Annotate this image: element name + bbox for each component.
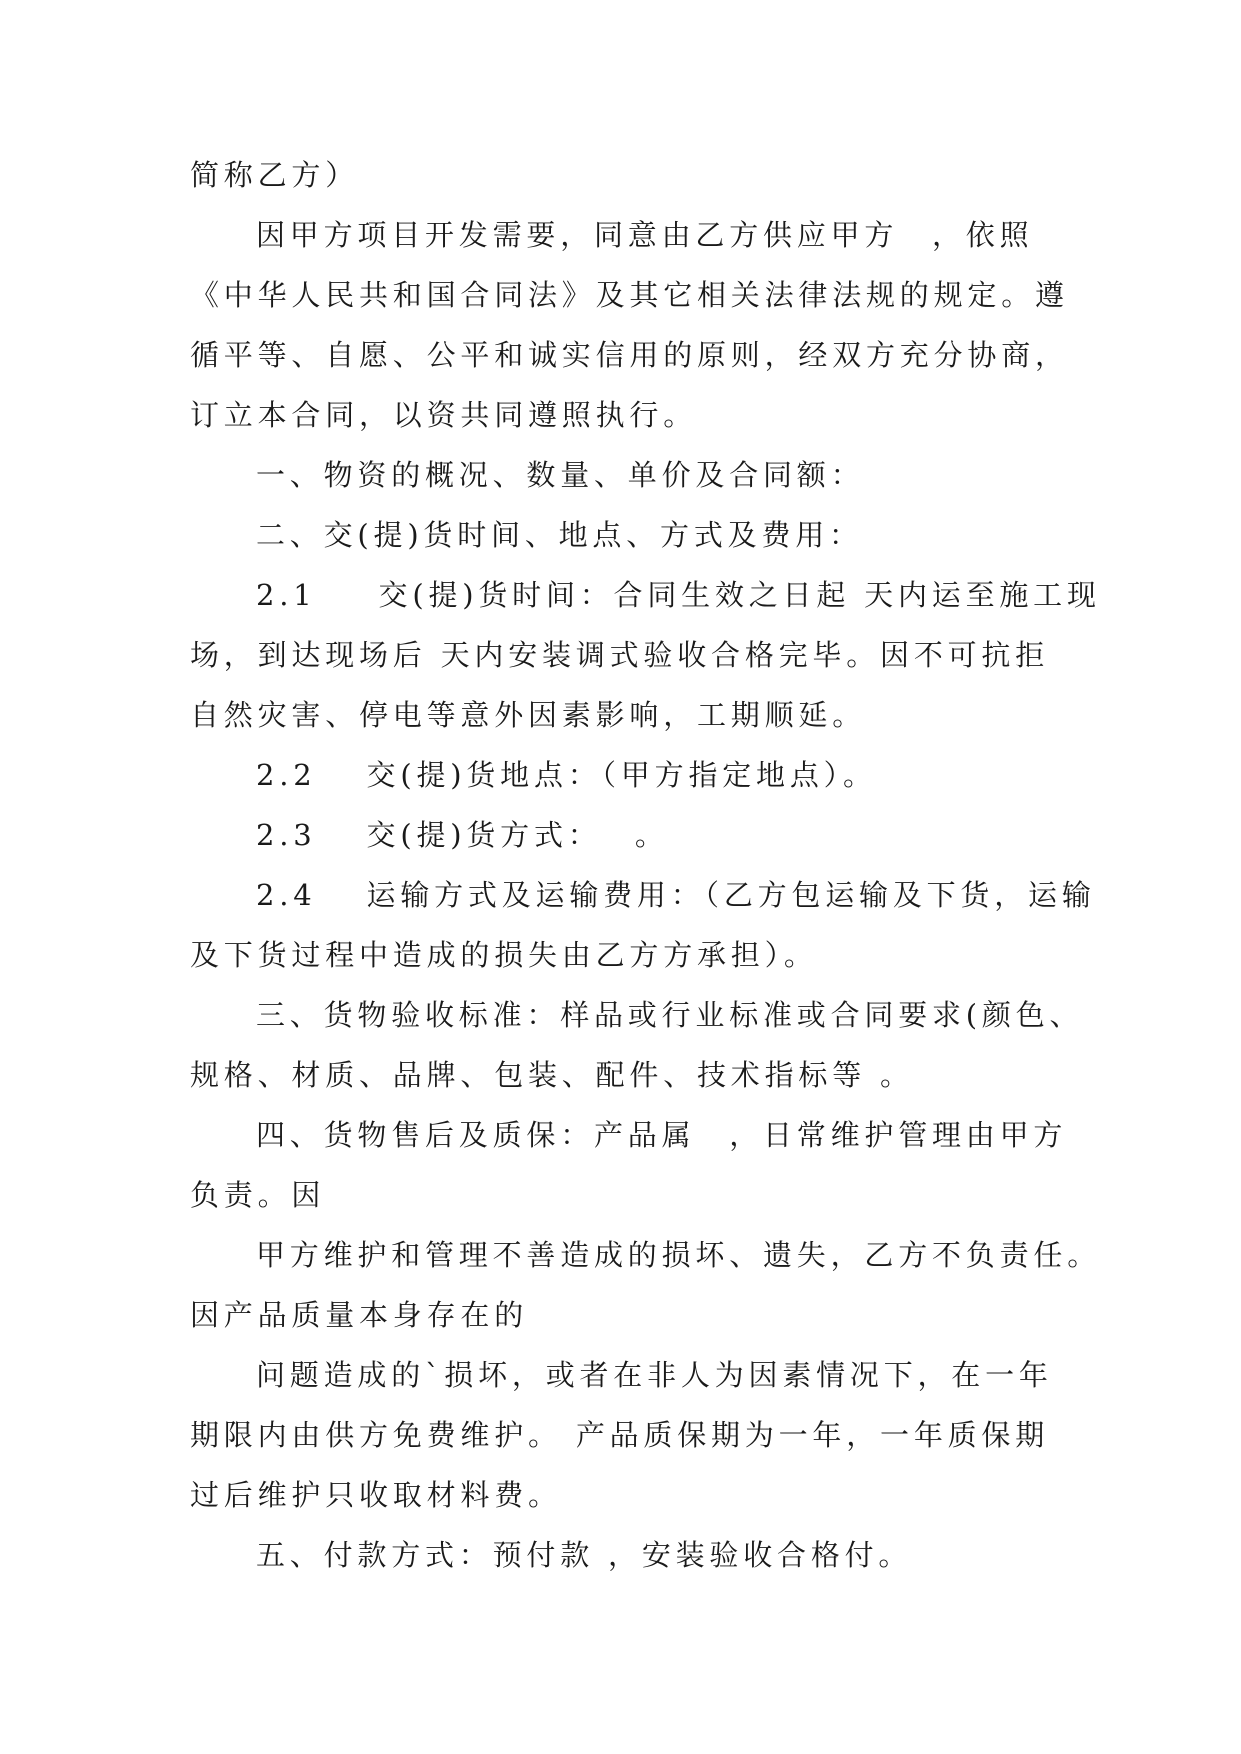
text-line: 及下货过程中造成的损失由乙方方承担）。 <box>190 938 818 972</box>
clause-2-1 <box>190 565 1101 625</box>
text-line: 订立本合同，以资共同遵照执行。 <box>190 398 698 432</box>
clause-number: 2.2 <box>256 758 317 792</box>
clause-2-4 <box>190 865 1096 925</box>
text-line: 问题造成的`损坏，或者在非人为因素情况下，在一年 <box>256 1358 1053 1392</box>
text-line: 场，到达现场后 天内安装调式验收合格完毕。因不可抗拒 <box>190 638 1050 672</box>
clause-text: 交(提)货时间：合同生效之日起 天内运至施工现 <box>378 578 1101 612</box>
text-line: 甲方维护和管理不善造成的损坏、遗失，乙方不负责任。 <box>256 1238 1102 1272</box>
clause-2-3 <box>190 805 1075 865</box>
text-line: 规格、材质、品牌、包装、配件、技术指标等 。 <box>190 1058 914 1092</box>
clause-number: 2.3 <box>256 818 317 852</box>
contract-page <box>190 145 1102 1585</box>
text-line: 期限内由供方免费维护。 产品质保期为一年，一年质保期 <box>190 1418 1050 1452</box>
text-line: 过后维护只收取材料费。 <box>190 1478 562 1512</box>
text-line: 循平等、自愿、公平和诚实信用的原则，经双方充分协商， <box>190 338 1069 372</box>
section-heading-2: 二、交(提)货时间、地点、方式及费用： <box>256 518 863 552</box>
clause-text: 交(提)货地点：（甲方指定地点）。 <box>366 758 877 792</box>
section-heading-5: 五、付款方式：预付款 ，安装验收合格付。 <box>256 1538 913 1572</box>
text-line: 自然灾害、停电等意外因素影响，工期顺延。 <box>190 698 867 732</box>
section-heading-1: 一、物资的概况、数量、单价及合同额： <box>256 458 865 492</box>
section-heading-4: 四、货物售后及质保：产品属 ，日常维护管理由甲方 <box>256 1118 1068 1152</box>
text-line: 《中华人民共和国合同法》及其它相关法律法规的规定。遵 <box>190 278 1069 312</box>
clause-text: 交(提)货方式： 。 <box>366 818 669 852</box>
clause-text: 运输方式及运输费用：（乙方包运输及下货，运输 <box>366 878 1096 912</box>
section-heading-3: 三、货物验收标准：样品或行业标准或合同要求(颜色、 <box>256 998 1084 1032</box>
clause-2-2 <box>190 745 1075 805</box>
paragraph-intro: 因甲方项目开发需要，同意由乙方供应甲方 ，依照 <box>256 218 1034 252</box>
text-line: 负责。因 <box>190 1178 326 1212</box>
clause-number: 2.1 <box>256 578 317 612</box>
text-line: 因产品质量本身存在的 <box>190 1298 529 1332</box>
clause-number: 2.4 <box>256 878 317 912</box>
text-line: 简称乙方） <box>190 158 360 192</box>
